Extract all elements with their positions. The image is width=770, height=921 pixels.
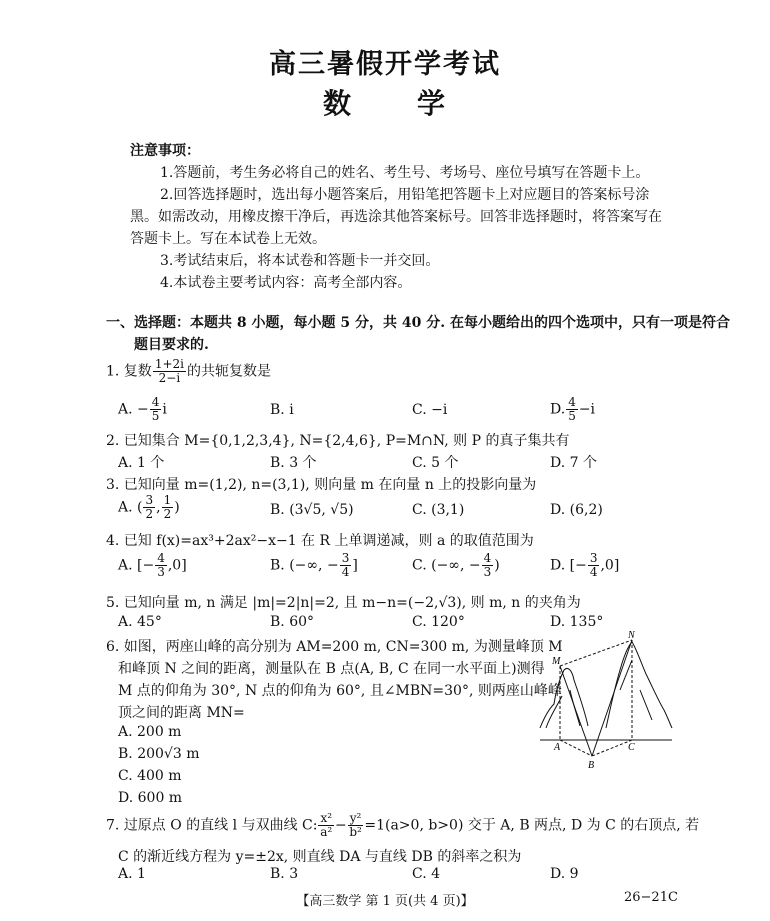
question-7-line-1: 7. 过原点 O 的直线 l 与双曲线 C: $\frac{\text{x²}}{\text{a²}}$ − $\frac{\text{y²}}{\text{b²}}$ =1(a>0, b>0) 交于 A, B 两点, D 为 C 的右顶点, 若: [106, 811, 700, 839]
q3-option-c: C. (3,1): [412, 502, 465, 518]
q6-option-d: D. 600 m: [118, 790, 183, 806]
q7-option-d: D. 9: [550, 866, 579, 882]
q2-option-a: A. 1 个: [118, 455, 165, 471]
question-5: 5. 已知向量 m, n 满足 |m|=2|n|=2, 且 m−n=(−2,√3), 则 m, n 的夹角为: [106, 595, 581, 611]
q4-option-d: D. [− $\frac{3}{4}$ ,0]: [550, 551, 620, 579]
question-7-line-2: C 的渐近线方程为 y=±2x, 则直线 DA 与直线 DB 的斜率之积为: [118, 849, 522, 865]
label-b: B: [588, 760, 595, 770]
notice-line: 2.回答选择题时，选出每小题答案后，用铅笔把答题卡上对应题目的答案标号涂: [160, 187, 650, 203]
notice-line: 4.本试卷主要考试内容：高考全部内容。: [160, 275, 412, 291]
question-4: 4. 已知 f(x)=ax³+2ax²−x−1 在 R 上单调递减，则 a 的取值范围为: [106, 533, 534, 549]
notice-line: 1.答题前，考生务必将自己的姓名、考生号、考场号、座位号填写在答题卡上。: [160, 165, 650, 181]
question-1: 1. 复数 $\frac{1+2i}{2-i}$ 的共轭复数是: [106, 357, 271, 385]
q6-option-b: B. 200√3 m: [118, 746, 200, 762]
q2-option-d: D. 7 个: [550, 455, 597, 471]
page-footer: 【高三数学 第 1 页(共 4 页)】: [296, 894, 474, 909]
q5-option-a: A. 45°: [118, 614, 162, 630]
notice-line: 黑。如需改动，用橡皮擦干净后，再选涂其他答案标号。回答非选择题时，将答案写在: [130, 209, 662, 225]
notice-line: 3.考试结束后，将本试卷和答题卡一并交回。: [160, 253, 440, 269]
subject-title: [0, 82, 770, 122]
q3-option-a: A. ( $\frac{3}{2}$ , $\frac{1}{2}$ ): [118, 493, 180, 521]
label-n: N: [628, 630, 635, 641]
q7-option-b: B. 3: [270, 866, 299, 882]
q1-option-c: C. −i: [412, 402, 448, 418]
label-m: M: [552, 656, 561, 667]
q3-option-b: B. (3√5, √5): [270, 502, 354, 518]
q4-option-b: B. (−∞, − $\frac{3}{4}$ ]: [270, 551, 358, 579]
q2-option-b: B. 3 个: [270, 455, 317, 471]
question-3: 3. 已知向量 m=(1,2), n=(3,1), 则向量 m 在向量 n 上的投影向量为: [106, 477, 537, 493]
question-6-line-2: 和峰顶 N 之间的距离，测量队在 B 点(A, B, C 在同一水平面上)测得: [118, 661, 545, 677]
question-6-line-4: 顶之间的距离 MN=: [118, 705, 245, 721]
question-6-line-3: M 点的仰角为 30°, N 点的仰角为 60°, 且∠MBN=30°, 则两座山峰峰: [118, 683, 562, 699]
q1-option-b: B. i: [270, 402, 294, 418]
q6-option-a: A. 200 m: [118, 724, 182, 740]
q5-option-c: C. 120°: [412, 614, 465, 630]
exam-code: 26−21C: [624, 890, 678, 905]
q2-option-c: C. 5 个: [412, 455, 459, 471]
q7-option-a: A. 1: [118, 866, 146, 882]
q1-option-d: D. $\frac{4}{5}$ −i: [550, 395, 596, 423]
mountain-figure: [536, 630, 676, 770]
label-c: C: [628, 742, 635, 753]
q4-option-c: C. (−∞, − $\frac{4}{3}$ ): [412, 551, 500, 579]
q4-option-a: A. [− $\frac{4}{3}$ ,0]: [118, 551, 187, 579]
section-heading: 一、选择题：本题共 8 小题，每小题 5 分，共 40 分. 在每小题给出的四个选项中，只有一项是符合: [106, 315, 730, 331]
notice-line: 答题卡上。写在本试卷上无效。: [130, 231, 326, 247]
q3-option-d: D. (6,2): [550, 502, 603, 518]
exam-title: 高三暑假开学考试: [269, 49, 501, 80]
section-heading-cont: 题目要求的.: [134, 337, 209, 353]
question-6-line-1: 6. 如图，两座山峰的高分别为 AM=200 m, CN=300 m, 为测量峰顶 M: [106, 639, 563, 655]
q5-option-b: B. 60°: [270, 614, 315, 630]
q1-option-a: A. − $\frac{4}{5}$ i: [118, 395, 167, 423]
subject-char-1: 数: [322, 87, 353, 120]
notice-heading: 注意事项：: [130, 143, 200, 159]
label-a: A: [554, 742, 561, 753]
q5-option-d: D. 135°: [550, 614, 604, 630]
q7-option-c: C. 4: [412, 866, 441, 882]
q6-option-c: C. 400 m: [118, 768, 182, 784]
subject-char-2: 学: [417, 87, 448, 120]
question-2: 2. 已知集合 M={0,1,2,3,4}, N={2,4,6}, P=M∩N, 则 P 的真子集共有: [106, 433, 570, 449]
